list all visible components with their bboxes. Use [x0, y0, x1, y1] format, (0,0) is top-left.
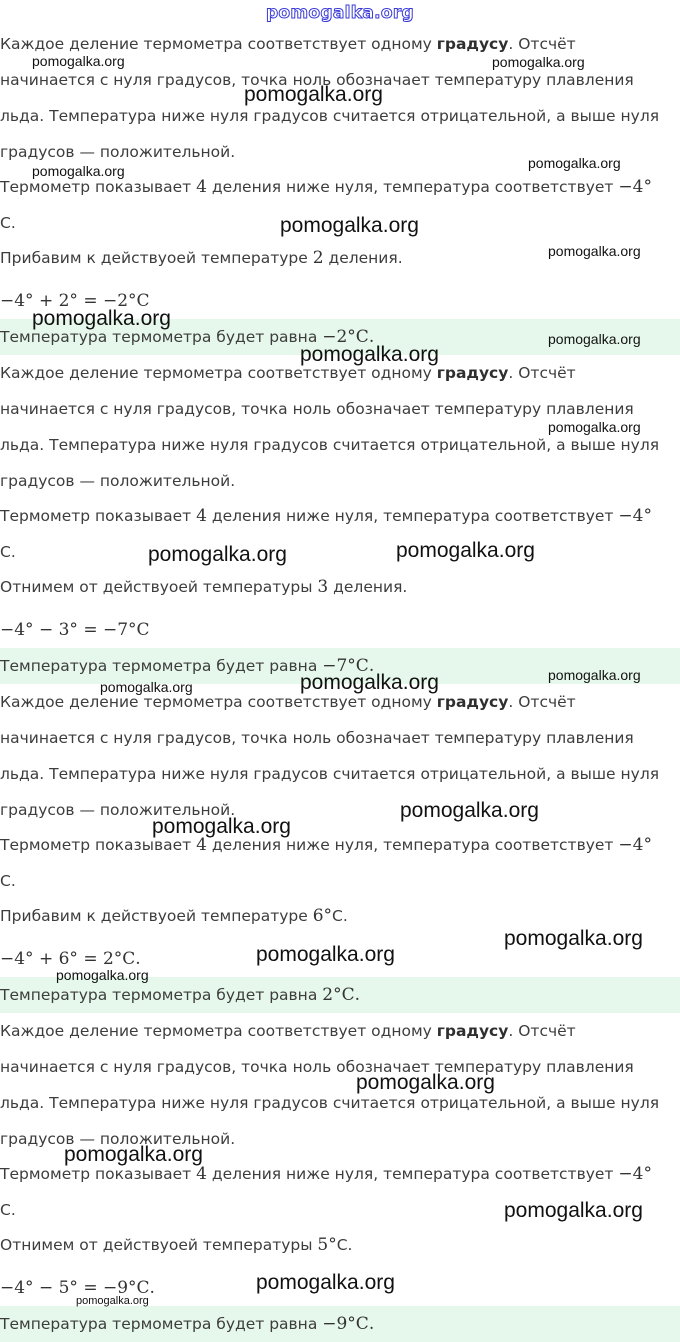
intro-line-3: льда. Температура ниже нуля градусов считается отрицательной, а выше нуля: [0, 1094, 660, 1112]
watermark-text: pomogalka.org: [32, 53, 125, 69]
intro-line-1: [0, 33, 680, 55]
text: деления ниже нуля, температура соответствует: [206, 836, 619, 854]
watermark-text: pomogalka.org: [148, 543, 287, 566]
watermark-text: pomogalka.org: [256, 943, 395, 966]
equation: −4° + 6° = 2°С.: [0, 949, 141, 969]
bold-term: градусу: [436, 693, 509, 711]
text: Термометр показывает: [0, 1165, 197, 1183]
intro-line-1: [0, 1020, 680, 1042]
number: 4: [196, 177, 207, 197]
number: 4: [196, 1164, 207, 1184]
text: деления ниже нуля, температура соответствует: [206, 507, 619, 525]
shows-line: [0, 834, 680, 856]
action-line: [0, 1234, 680, 1256]
watermark-text: pomogalka.org: [548, 243, 641, 259]
intro-line-3: льда. Температура ниже нуля градусов считается отрицательной, а выше нуля: [0, 107, 660, 125]
watermark-text: pomogalka.org: [548, 331, 641, 347]
text: Каждое деление термометра соответствует одному: [0, 1022, 437, 1040]
intro-line-4: градусов — положительной.: [0, 472, 236, 490]
bold-term: градусу: [436, 1022, 509, 1040]
text: Температура термометра будет равна: [0, 657, 323, 675]
watermark-text: pomogalka.org: [548, 419, 641, 435]
result-line: [0, 984, 360, 1006]
bold-term: градусу: [436, 35, 509, 53]
text: деления.: [328, 578, 408, 596]
watermark-text: pomogalka.org: [64, 1143, 203, 1166]
text: Каждое деление термометра соответствует одному: [0, 35, 437, 53]
text: . Отсчёт: [508, 35, 576, 53]
watermark-text: pomogalka.org: [356, 1071, 495, 1094]
text: С.: [336, 1236, 353, 1254]
watermark-text: pomogalka.org: [300, 343, 439, 366]
text: Температура термометра будет равна: [0, 1315, 323, 1333]
shows-line: [0, 505, 680, 527]
watermark-text: pomogalka.org: [100, 679, 193, 695]
text: Каждое деление термометра соответствует одному: [0, 693, 437, 711]
text: . Отсчёт: [508, 364, 576, 382]
watermark-text: pomogalka.org: [244, 83, 383, 106]
text: Термометр показывает: [0, 507, 197, 525]
equation: −4° + 2° = −2°С: [0, 291, 150, 311]
watermark-text: pomogalka.org: [492, 54, 585, 70]
unit-line: С.: [0, 214, 16, 232]
number: 5°: [317, 1235, 337, 1255]
text: . Отсчёт: [508, 1022, 576, 1040]
watermark-text: pomogalka.org: [504, 1199, 643, 1222]
text: Прибавим к действуоей температуре: [0, 249, 313, 267]
text: Прибавим к действуоей температуре: [0, 907, 313, 925]
number: 4: [196, 506, 207, 526]
text: деления ниже нуля, температура соответствует: [206, 178, 619, 196]
watermark-text: pomogalka.org: [32, 307, 171, 330]
watermark-text: pomogalka.org: [528, 155, 621, 171]
intro-line-2: начинается с нуля градусов, точка ноль обозначает температуру плавления: [0, 400, 634, 418]
result-value: −2°С.: [322, 327, 375, 347]
text: Температура термометра будет равна: [0, 986, 323, 1004]
text: Термометр показывает: [0, 178, 197, 196]
action-line: [0, 905, 680, 927]
watermark-text: pomogalka.org: [256, 1271, 395, 1294]
watermark-text: pomogalka.org: [548, 667, 641, 683]
watermark-text: pomogalka.org: [76, 1295, 149, 1307]
temperature-value: −4°: [618, 506, 652, 526]
temperature-value: −4°: [618, 1164, 652, 1184]
number: 3: [317, 577, 329, 597]
watermark-text: pomogalka.org: [396, 539, 535, 562]
text: деления ниже нуля, температура соответствует: [206, 1165, 619, 1183]
unit-line: С.: [0, 1201, 16, 1219]
intro-line-3: льда. Температура ниже нуля градусов считается отрицательной, а выше нуля: [0, 765, 660, 783]
watermark-text: pomogalka.org: [400, 799, 539, 822]
watermark-text: pomogalka.org: [504, 927, 643, 950]
bold-term: градусу: [436, 364, 509, 382]
text: Отнимем от действуоей температуры: [0, 578, 318, 596]
text: Отнимем от действуоей температуры: [0, 1236, 318, 1254]
number: 2: [312, 248, 324, 268]
intro-line-2: начинается с нуля градусов, точка ноль обозначает температуру плавления: [0, 1058, 634, 1076]
text: Температура термометра будет равна: [0, 328, 323, 346]
intro-line-4: градусов — положительной.: [0, 143, 236, 161]
intro-line-2: начинается с нуля градусов, точка ноль обозначает температуру плавления: [0, 729, 634, 747]
text: С.: [332, 907, 348, 925]
watermark-text: pomogalka.org: [152, 815, 291, 838]
equation: −4° − 3° = −7°С: [0, 620, 150, 640]
result-value: −9°С.: [322, 1314, 375, 1334]
temperature-value: −4°: [618, 177, 652, 197]
watermark-text: pomogalka.org: [32, 163, 125, 179]
result-value: 2°С.: [322, 985, 360, 1005]
site-header[interactable]: pomogalka.org: [265, 3, 415, 23]
number: 4: [196, 835, 207, 855]
temperature-value: −4°: [618, 835, 652, 855]
text: Термометр показывает: [0, 836, 197, 854]
text: Каждое деление термометра соответствует одному: [0, 364, 437, 382]
shows-line: [0, 176, 680, 198]
number: 6°: [312, 906, 333, 926]
text: . Отсчёт: [508, 693, 576, 711]
watermark-text: pomogalka.org: [300, 671, 439, 694]
result-highlight: [0, 1306, 680, 1342]
text: деления.: [323, 249, 403, 267]
watermark-text: pomogalka.org: [280, 214, 419, 237]
result-value: −7°С.: [322, 656, 375, 676]
action-line: [0, 576, 680, 598]
watermark-text: pomogalka.org: [56, 967, 149, 983]
intro-line-4: градусов — положительной.: [0, 1130, 236, 1148]
equation: −4° − 5° = −9°С.: [0, 1278, 155, 1298]
intro-line-4: градусов — положительной.: [0, 801, 236, 819]
unit-line: С.: [0, 872, 16, 890]
unit-line: С.: [0, 543, 16, 561]
result-line: [0, 1313, 374, 1335]
intro-line-3: льда. Температура ниже нуля градусов считается отрицательной, а выше нуля: [0, 436, 660, 454]
intro-line-2: начинается с нуля градусов, точка ноль обозначает температуру плавления: [0, 71, 634, 89]
